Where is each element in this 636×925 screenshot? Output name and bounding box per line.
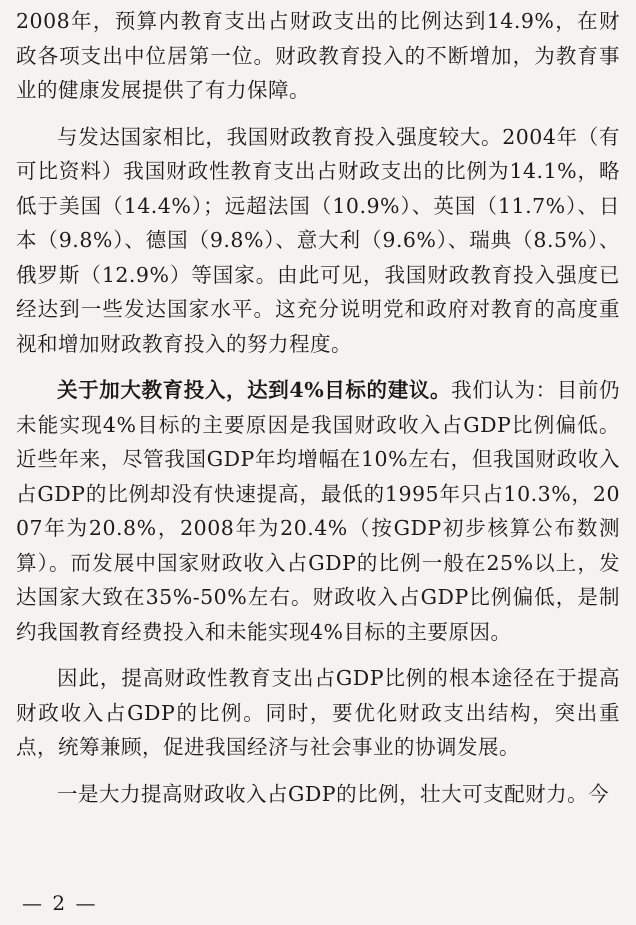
page-number: — 2 — bbox=[22, 891, 98, 915]
paragraph-3-body: 我们认为：目前仍未能实现4%目标的主要原因是我国财政收入占GDP比例偏低。近些年来，尽管我国GDP年均增幅在10%左右，但我国财政收入占GDP的比例却没有快速提高，最低的1995年只占10.3%，2007年为20.8%，2008年为20.4%（按GDP初步核算公布数测算）。而发展中国家财政收入占GDP的比例一般在25%以上，发达国家大致在35%-50%左右。财政收入占GDP比例偏低，是制约我国教育经费投入和未能实现4%目标的主要原因。 bbox=[16, 378, 621, 644]
document-page bbox=[16, 4, 620, 925]
paragraph-1: 2008年，预算内教育支出占财政支出的比例达到14.9%，在财政各项支出中位居第一位。财政教育投入的不断增加，为教育事业的健康发展提供了有力保障。 bbox=[16, 9, 620, 102]
paragraph-3-lead: 关于加大教育投入，达到4%目标的建议。 bbox=[57, 378, 452, 402]
paragraph-4: 因此，提高财政性教育支出占GDP比例的根本途径在于提高财政收入占GDP的比例。同时，要优化财政支出结构，突出重点，统筹兼顾，促进我国经济与社会事业的协调发展。 bbox=[16, 666, 620, 759]
paragraph-2: 与发达国家相比，我国财政教育投入强度较大。2004年（有可比资料）我国财政性教育支出占财政支出的比例为14.1%，略低于美国（14.4%）；远超法国（10.9%）、英国（11.7%）、日本（9.8%）、德国（9.8%）、意大利（9.6%）、瑞典（8.5%）、俄罗斯（12.9%）等国家。由此可见，我国财政教育投入强度已经达到一些发达国家水平。这充分说明党和政府对教育的高度重视和增加财政教育投入的努力程度。 bbox=[16, 124, 620, 356]
paragraph-3 bbox=[16, 373, 620, 649]
paragraph-5: 一是大力提高财政收入占GDP的比例，壮大可支配财力。今 bbox=[57, 781, 610, 806]
